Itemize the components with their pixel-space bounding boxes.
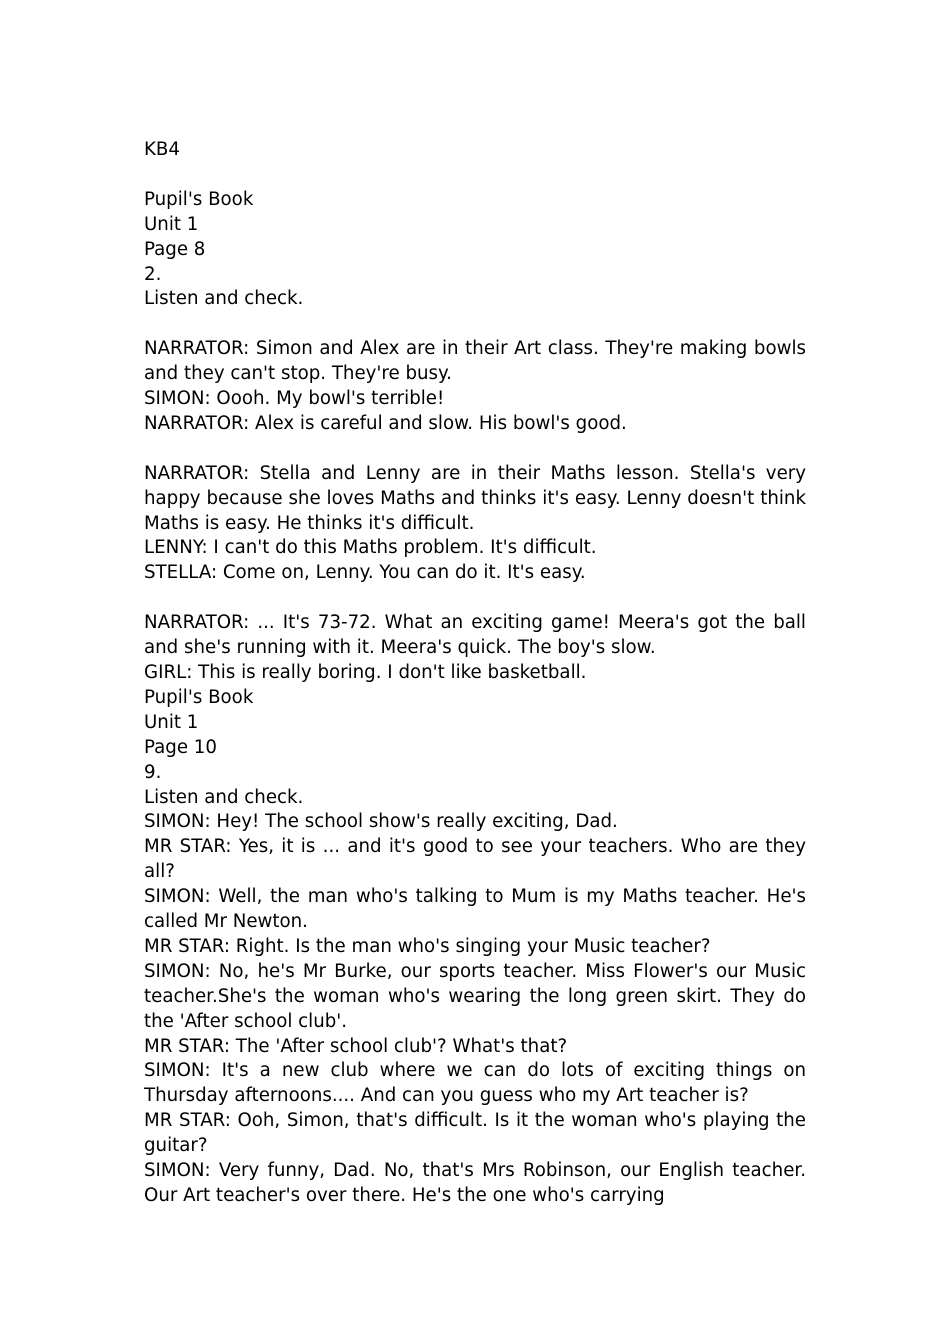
dialogue-line: NARRATOR: ... It's 73-72. What an exciting game! Meera's got the ball and she's running with it. Meera's quick. The boy's slow. [144,612,806,659]
dialogue-line: MR STAR: Ooh, Simon, that's difficult. Is it the woman who's playing the guitar? [144,1110,806,1157]
book-title: Pupil's Book [144,686,254,708]
dialogue-line: SIMON: Well, the man who's talking to Mum is my Maths teacher. He's called Mr Newton. [144,886,806,933]
page-label: Page 10 [144,736,217,758]
dialogue-line: STELLA: Come on, Lenny. You can do it. It's easy. [144,562,586,584]
exercise-instruction: Listen and check. [144,786,304,808]
page-label: Page 8 [144,238,206,260]
dialogue-line: SIMON: No, he's Mr Burke, our sports teacher. Miss Flower's our Music teacher.She's the woman who's wearing the long green skirt. They do the 'After school club'. [144,960,806,1032]
spacer [144,586,806,611]
spacer [144,437,806,462]
dialogue-line: LENNY: I can't do this Maths problem. It's difficult. [144,537,597,559]
spacer [144,163,806,188]
exercise-number: 9. [144,761,162,783]
dialogue-line: NARRATOR: Simon and Alex are in their Art class. They're making bowls and they can't stop. They're busy. [144,338,806,385]
dialogue-line: MR STAR: Yes, it is ... and it's good to see your teachers. Who are they all? [144,836,806,883]
dialogue-line: NARRATOR: Alex is careful and slow. His bowl's good. [144,412,627,434]
dialogue-line: SIMON: Very funny, Dad. No, that's Mrs Robinson, our English teacher. Our Art teacher's over there. He's the one who's carrying [144,1160,806,1206]
dialogue-line: GIRL: This is really boring. I don't like basketball. [144,661,587,683]
exercise-instruction: Listen and check. [144,288,304,310]
book-title: Pupil's Book [144,188,254,210]
dialogue-line: SIMON: Oooh. My bowl's terrible! [144,388,445,410]
unit-label: Unit 1 [144,711,199,733]
document-header: KB4 [144,139,180,160]
spacer [144,312,806,337]
dialogue-line: MR STAR: The 'After school club'? What's that? [144,1035,568,1057]
document-page [144,138,806,1222]
unit-label: Unit 1 [144,213,199,235]
dialogue-line: MR STAR: Right. Is the man who's singing your Music teacher? [144,935,711,957]
dialogue-line: NARRATOR: Stella and Lenny are in their Maths lesson. Stella's very happy because she loves Maths and thinks it's easy. Lenny doesn't think Maths is easy. He thinks it's difficult. [144,462,806,534]
dialogue-line: SIMON: Hey! The school show's really exciting, Dad. [144,811,618,833]
exercise-number: 2. [144,263,162,285]
dialogue-line: SIMON: It's a new club where we can do lots of exciting things on Thursday afternoons.... And can you guess who my Art teacher is? [144,1060,806,1107]
